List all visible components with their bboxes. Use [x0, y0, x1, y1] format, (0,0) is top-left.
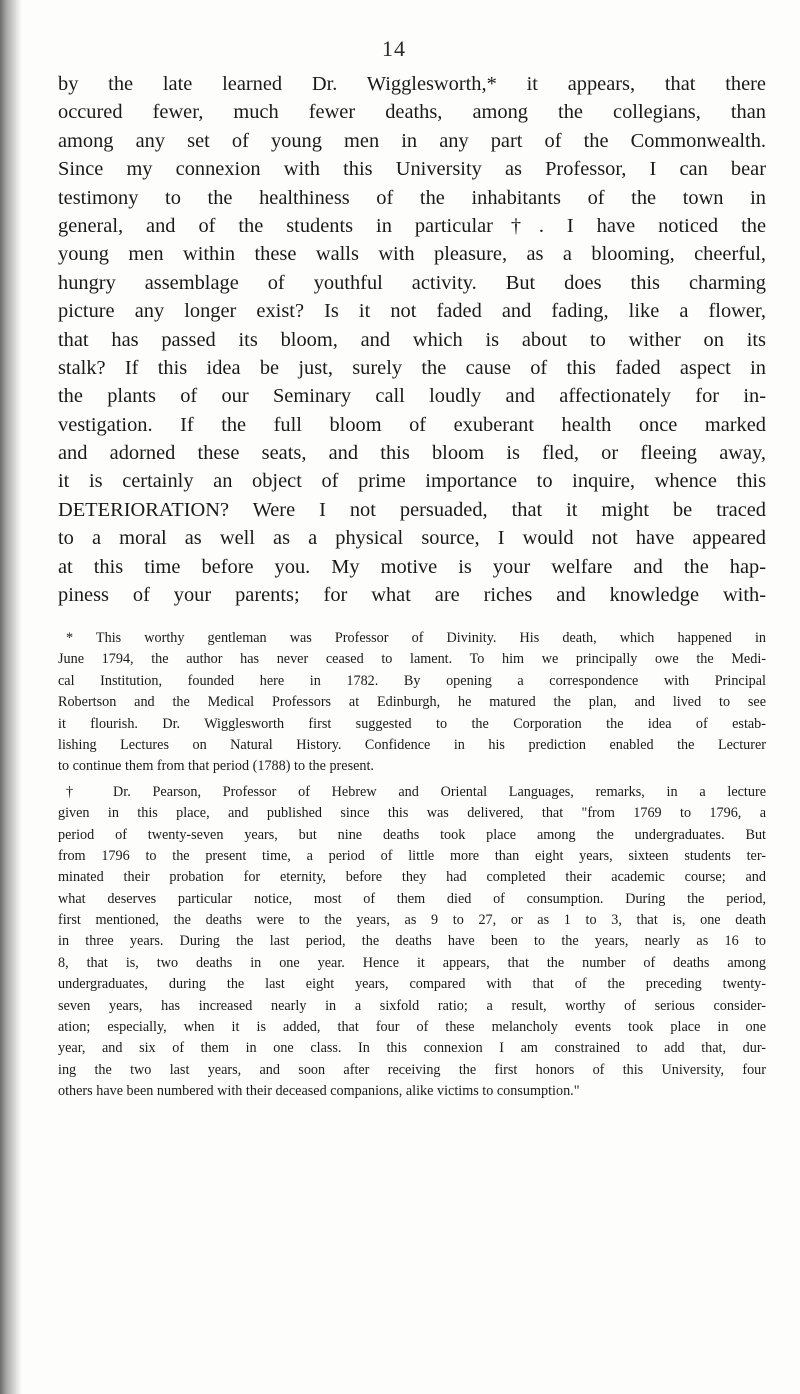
footnote-2-line: ing the two last years, and soon after receiving the first honors of this University, four — [58, 1061, 766, 1078]
footnote-2-line: period of twenty-seven years, but nine deaths took place among the undergraduates. But — [58, 826, 766, 843]
footnote-2-line: others have been numbered with their deceased companions, alike victims to consumption." — [58, 1083, 580, 1100]
main-text — [58, 70, 766, 609]
footnote-1-line: * This worthy gentleman was Professor of Divinity. His death, which happened in — [66, 630, 766, 646]
footnote-1-line: cal Institution, founded here in 1782. By opening a correspondence with Principal — [58, 672, 766, 689]
footnote-2-line: undergraduates, during the last eight years, compared with that of the preceding twenty- — [58, 976, 766, 993]
main-text-line: by the late learned Dr. Wigglesworth,* it appears, that there — [58, 73, 766, 95]
footnote-2-line: first mentioned, the deaths were to the years, as 9 to 27, or as 1 to 3, that is, one death — [58, 912, 766, 929]
footnote-2-line: what deserves particular notice, most of them died of consumption. During the period, — [58, 890, 766, 907]
footnote-1-line: lishing Lectures on Natural History. Confidence in his prediction enabled the Lecturer — [58, 736, 766, 753]
main-text-line: occured fewer, much fewer deaths, among the collegians, than — [58, 101, 766, 124]
footnote-1-line: Robertson and the Medical Professors at Edinburgh, he matured the plan, and lived to see — [58, 694, 766, 711]
footnotes — [58, 628, 766, 1103]
footnote-2-line: seven years, has increased nearly in a sixfold ratio; a result, worthy of serious consider- — [58, 997, 766, 1014]
footnote-2-line: in three years. During the last period, the deaths have been to the years, nearly as 16 to — [58, 933, 766, 950]
footnote-2-line: from 1796 to the present time, a period of little more than eight years, sixteen students ter- — [58, 847, 766, 864]
main-text-line: DETERIORATION? Were I not persuaded, that it might be traced — [58, 498, 766, 521]
main-text-line: at this time before you. My motive is your welfare and the hap- — [58, 555, 766, 578]
main-text-line: it is certainly an object of prime importance to inquire, whence this — [58, 470, 766, 493]
main-text-line: that has passed its bloom, and which is about to wither on its — [58, 328, 766, 351]
footnote-1-line: it flourish. Dr. Wigglesworth first suggested to the Corporation the idea of estab- — [58, 715, 766, 732]
main-text-line: hungry assemblage of youthful activity. But does this charming — [58, 271, 766, 294]
main-text-line: picture any longer exist? Is it not faded and fading, like a flower, — [58, 300, 766, 323]
footnote-2-line: minated their probation for eternity, before they had completed their academic course; and — [58, 869, 766, 886]
main-text-line: vestigation. If the full bloom of exuberant health once marked — [58, 413, 766, 436]
footnote-2-line: ation; especially, when it is added, that four of these melancholy events took place in one — [58, 1019, 766, 1036]
main-text-line: the plants of our Seminary call loudly and affectionately for in- — [58, 385, 766, 408]
main-text-line: Since my connexion with this University as Professor, I can bear — [58, 158, 766, 181]
footnote-2-line: † Dr. Pearson, Professor of Hebrew and Oriental Languages, remarks, in a lecture — [66, 783, 766, 800]
main-text-line: young men within these walls with pleasure, as a blooming, cheerful, — [58, 243, 766, 266]
footnote-2-line: year, and six of them in one class. In this connexion I am constrained to add that, dur- — [58, 1040, 766, 1057]
main-text-line: stalk? If this idea be just, surely the cause of this faded aspect in — [58, 356, 766, 379]
footnote-2-line: given in this place, and published since this was delivered, that "from 1769 to 1796, a — [58, 805, 766, 822]
page-gutter-shadow — [0, 0, 22, 1394]
main-text-line: among any set of young men in any part of the Commonwealth. — [58, 129, 766, 152]
footnote-1-line: to continue them from that period (1788) to the present. — [58, 758, 374, 775]
main-text-line: general, and of the students in particular†. I have noticed the — [58, 214, 766, 237]
main-text-line: piness of your parents; for what are riches and knowledge with- — [58, 584, 766, 607]
main-text-line: to a moral as well as a physical source, I would not have appeared — [58, 527, 766, 550]
main-text-line: and adorned these seats, and this bloom is fled, or fleeing away, — [58, 442, 766, 465]
footnote-2-line: 8, that is, two deaths in one year. Hence it appears, that the number of deaths among — [58, 954, 766, 971]
page-number: 14 — [382, 36, 406, 61]
main-text-line: testimony to the healthiness of the inhabitants of the town in — [58, 186, 766, 209]
footnote-1-line: June 1794, the author has never ceased to lament. To him we principally owe the Medi- — [58, 651, 766, 668]
